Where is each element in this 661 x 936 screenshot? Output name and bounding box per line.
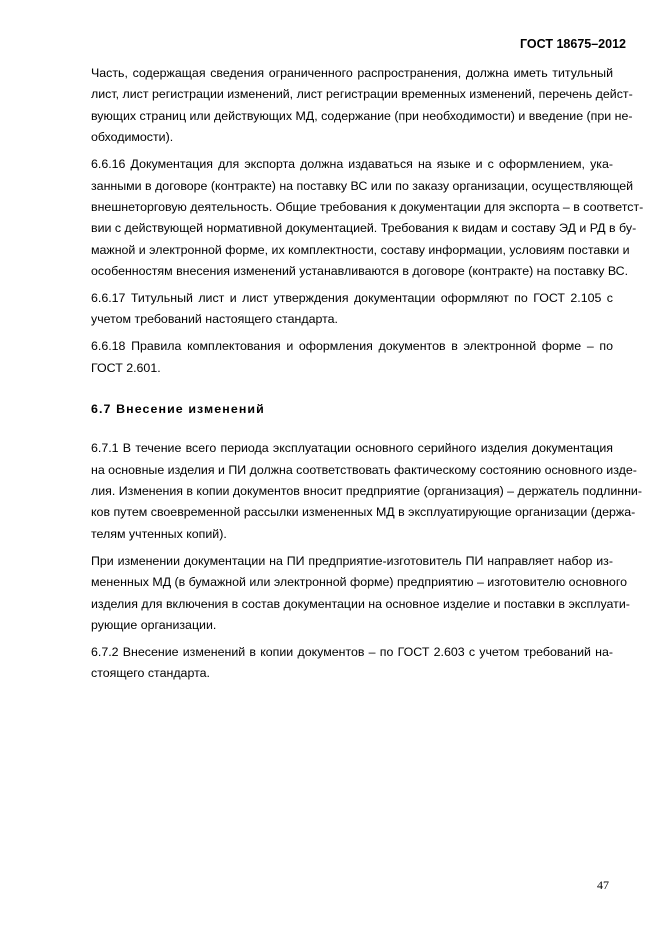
paragraph-line: мажной и электронной форме, их комплектности, составу информации, условиям поставки и xyxy=(91,242,630,257)
paragraphs-top xyxy=(63,63,644,379)
paragraph-line: ГОСТ 2.601. xyxy=(91,360,161,375)
paragraph-line: ков путем своевременной рассылки измененных МД в эксплуатирующие организации (держа- xyxy=(91,505,636,520)
paragraph-line: на основные изделия и ПИ должна соответствовать фактическому состоянию основного изде- xyxy=(91,462,637,477)
paragraph-line: стоящего стандарта. xyxy=(91,666,210,681)
paragraph xyxy=(63,551,630,637)
paragraph-line: особенностям внесения изменений устанавливаются в договоре (контракте) на поставку ВС. xyxy=(91,264,629,279)
paragraph-line: лист, лист регистрации изменений, лист регистрации временных изменений, перечень дейст- xyxy=(91,87,633,102)
section-heading: 6.7 Внесение изменений xyxy=(91,402,265,417)
paragraph-line: лия. Изменения в копии документов вносит предприятие (организация) – держатель подлинни- xyxy=(91,484,642,498)
paragraph-line: мененных МД (в бумажной или электронной форме) предприятию – изготовителю основного xyxy=(91,575,627,590)
paragraph-line: вии с действующей нормативной документацией. Требования к видам и составу ЭД и РД в бу- xyxy=(91,221,637,236)
document-header: ГОСТ 18675–2012 xyxy=(520,37,626,51)
paragraph-line: обходимости). xyxy=(91,130,174,145)
paragraph-line: Часть, содержащая сведения ограниченного распространения, должна иметь титульный xyxy=(91,66,613,80)
page-content xyxy=(63,63,644,690)
paragraph-line: телям учтенных копий). xyxy=(91,526,227,541)
paragraph-line: учетом требований настоящего стандарта. xyxy=(91,312,338,327)
paragraph xyxy=(63,63,633,149)
paragraph-line: занными в договоре (контракте) на поставку ВС или по заказу организации, осуществляющей xyxy=(91,178,634,193)
paragraph-line: вующих страниц или действующих МД, содержание (при необходимости) и введение (при не- xyxy=(91,108,633,123)
paragraph-line: 6.7.2 Внесение изменений в копии документов – по ГОСТ 2.603 с учетом требований на- xyxy=(91,644,613,659)
paragraph xyxy=(63,336,613,379)
paragraph-line: внешнеторговую деятельность. Общие требования к документации для экспорта – в соответст- xyxy=(91,199,644,214)
paragraph xyxy=(63,438,642,545)
paragraph-line: 6.6.18 Правила комплектования и оформления документов в электронной форме – по xyxy=(91,339,613,354)
page-number: 47 xyxy=(597,878,609,892)
paragraphs-bottom xyxy=(63,438,642,684)
paragraph-line: 6.6.17 Титульный лист и лист утверждения документации оформляют по ГОСТ 2.105 с xyxy=(91,291,613,306)
paragraph-line: 6.7.1 В течение всего периода эксплуатации основного серийного изделия документация xyxy=(91,441,613,456)
paragraph xyxy=(63,154,644,282)
paragraph xyxy=(63,642,613,685)
paragraph-line: 6.6.16 Документация для экспорта должна издаваться на языке и с оформлением, ука- xyxy=(91,157,613,172)
paragraph-line: изделия для включения в состав документации на основное изделие и поставки в эксплуати- xyxy=(91,596,630,611)
paragraph-line: При изменении документации на ПИ предприятие-изготовитель ПИ направляет набор из- xyxy=(91,553,613,568)
paragraph-line: рующие организации. xyxy=(91,617,217,632)
paragraph xyxy=(63,288,613,331)
